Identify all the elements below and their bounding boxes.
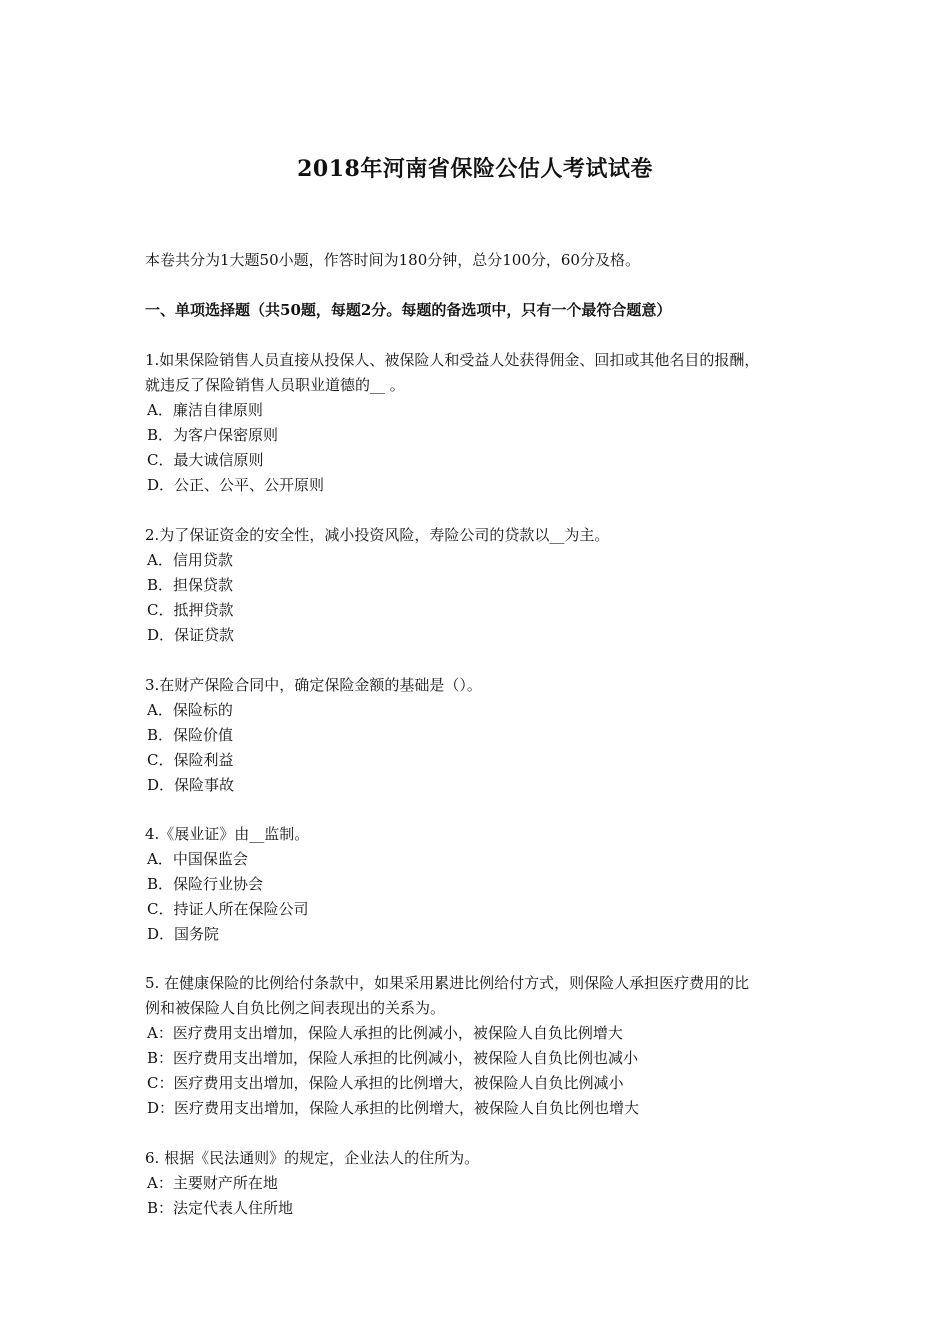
option-a: A．信用贷款	[147, 551, 233, 569]
exam-intro: 本卷共分为1大题50小题，作答时间为180分钟，总分100分，60分及格。	[145, 251, 640, 269]
option-c: C：医疗费用支出增加，保险人承担的比例增大，被保险人自负比例减小	[147, 1074, 624, 1092]
option-a: A．保险标的	[147, 701, 233, 719]
option-b: B．为客户保密原则	[147, 426, 279, 444]
option-b: B．保险行业协会	[147, 875, 264, 893]
option-d: D：医疗费用支出增加，保险人承担的比例增大，被保险人自负比例也增大	[147, 1099, 640, 1117]
option-a: A：医疗费用支出增加，保险人承担的比例减小，被保险人自负比例增大	[147, 1024, 623, 1042]
option-d: D．公正、公平、公开原则	[147, 476, 325, 494]
option-d: D．保险事故	[147, 776, 235, 794]
option-b: B．担保贷款	[147, 576, 234, 594]
option-b: B：医疗费用支出增加，保险人承担的比例减小，被保险人自负比例也减小	[147, 1049, 639, 1067]
question-stem-line: 2.为了保证资金的安全性，减小投资风险，寿险公司的贷款以__为主。	[145, 526, 610, 544]
option-c: C．最大诚信原则	[147, 451, 264, 469]
option-a: A：主要财产所在地	[147, 1174, 278, 1192]
section-heading: 一、单项选择题（共50题，每题2分。每题的备选项中，只有一个最符合题意）	[145, 301, 672, 319]
option-b: B．保险价值	[147, 726, 234, 744]
option-d: D．保证贷款	[147, 626, 235, 644]
question-stem-line: 就违反了保险销售人员职业道德的__ 。	[145, 376, 405, 394]
question-stem-line: 例和被保险人自负比例之间表现出的关系为。	[145, 999, 446, 1017]
question-stem-line: 1.如果保险销售人员直接从投保人、被保险人和受益人处获得佣金、回扣或其他名目的报酬，	[145, 351, 760, 369]
option-a: A．廉洁自律原则	[147, 401, 263, 419]
option-d: D．国务院	[147, 925, 220, 943]
option-c: C．抵押贷款	[147, 601, 234, 619]
question-stem-line: 5. 在健康保险的比例给付条款中，如果采用累进比例给付方式，则保险人承担医疗费用的比	[145, 974, 750, 992]
option-c: C．保险利益	[147, 751, 234, 769]
option-c: C．持证人所在保险公司	[147, 900, 309, 918]
option-a: A．中国保监会	[147, 850, 248, 868]
question-stem-line: 4.《展业证》由__监制。	[145, 825, 310, 843]
question-stem-line: 3.在财产保险合同中，确定保险金额的基础是（）。	[145, 676, 482, 694]
option-b: B：法定代表人住所地	[147, 1199, 294, 1217]
question-stem-line: 6. 根据《民法通则》的规定，企业法人的住所为。	[145, 1149, 480, 1167]
page-title: 2018年河南省保险公估人考试试卷	[297, 156, 653, 182]
